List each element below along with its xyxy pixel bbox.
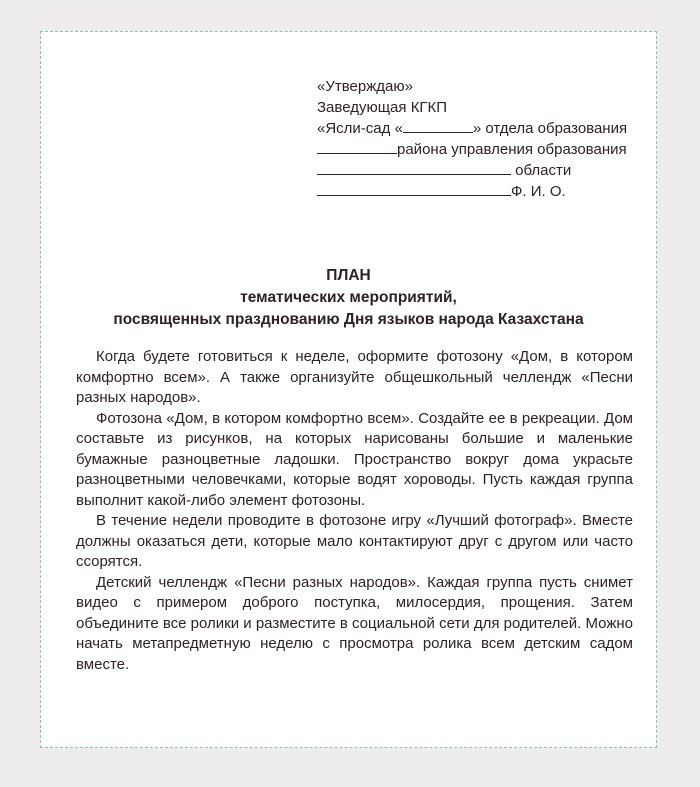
- title-line-3: посвященных празднованию Дня языков народа Казахстана: [113, 311, 584, 328]
- approval-signature: [317, 181, 627, 202]
- document-page: [40, 31, 657, 748]
- document-title: [41, 265, 656, 331]
- approval-district: [317, 139, 627, 160]
- approval-organization: [317, 118, 627, 139]
- title-line-2: тематических мероприятий,: [240, 289, 457, 306]
- blank-region: [317, 160, 511, 175]
- approval-fio-label: Ф. И. О.: [511, 183, 566, 200]
- approval-org-suffix: » отдела образования: [472, 120, 628, 137]
- approval-region: [317, 160, 627, 181]
- approval-district-label: района управления образования: [397, 141, 627, 158]
- paragraph: Детский челлендж «Песни разных народов». Каждая группа пусть снимет видео с примером доброго поступка, милосердия, прощения. Затем объедините все ролики и разместите в социальной сети для родителей. Можно начать метапредметную неделю с просмотра ролика всем детским садом вместе.: [76, 573, 633, 673]
- approval-heading: «Утверждаю»: [317, 78, 413, 95]
- blank-kindergarten-name: [403, 118, 473, 133]
- approval-region-label: области: [515, 162, 572, 179]
- paragraph: Когда будете готовиться к неделе, оформите фотозону «Дом, в котором комфортно всем». А также организуйте общешкольный челлендж «Песни разных народов».: [76, 348, 633, 406]
- blank-district: [317, 139, 397, 154]
- paragraph: Фотозона «Дом, в котором комфортно всем». Создайте ее в рекреации. Дом составьте из рисунков, на которых нарисованы большие и маленькие бумажные разноцветные ладошки. Пространство вокруг дома украсьте разноцветными человечками, которые водят хороводы. Пусть каждая группа выполнит какой-либо элемент фотозоны.: [76, 409, 633, 509]
- title-line-1: ПЛАН: [326, 267, 371, 284]
- blank-fio: [317, 181, 511, 196]
- approval-org-prefix: «Ясли-сад «: [317, 120, 403, 137]
- paragraph: В течение недели проводите в фотозоне игру «Лучший фотограф». Вместе должны оказаться дети, которые мало контактируют друг с другом или часто ссорятся.: [76, 512, 633, 570]
- approval-position: Заведующая КГКП: [317, 99, 448, 116]
- approval-block: [317, 76, 627, 202]
- document-body: [76, 347, 633, 675]
